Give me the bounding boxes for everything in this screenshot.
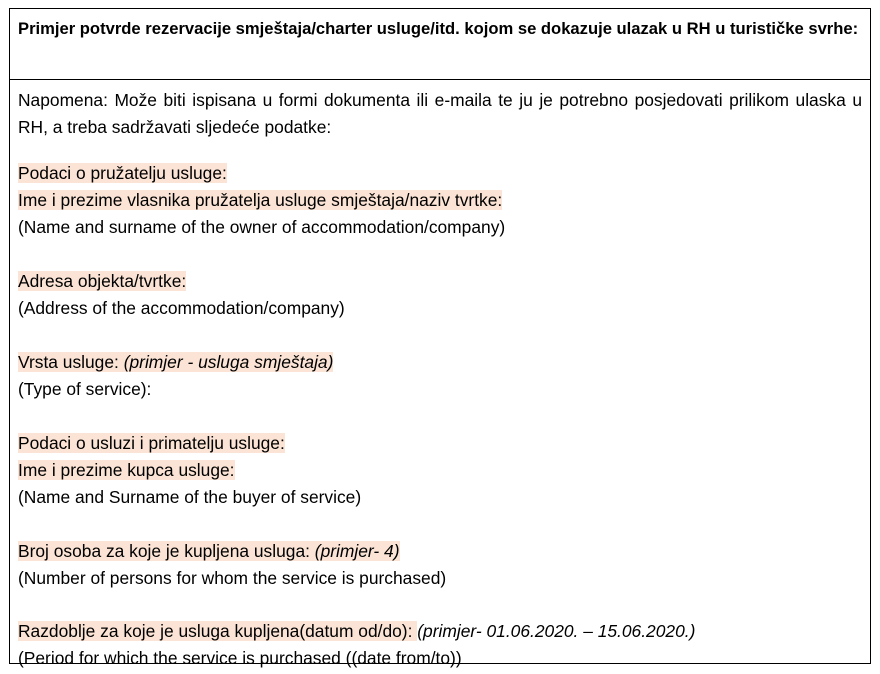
document-title: Primjer potvrde rezervacije smještaja/charter usluge/itd. kojom se dokazuje ulazak u RH u turističke svrhe:	[18, 19, 859, 38]
owner-label-line	[18, 189, 862, 211]
period-en: (Period for which the service is purchased ((date from/to))	[18, 648, 462, 668]
buyer-label: Ime i prezime kupca usluge:	[18, 460, 235, 480]
persons-en: (Number of persons for whom the service is purchased)	[18, 568, 447, 588]
period-en-line	[18, 647, 862, 669]
persons-label-text: Broj osoba za koje je kupljena usluga:	[18, 541, 315, 561]
buyer-label-line	[18, 459, 862, 481]
provider-heading-line	[18, 162, 862, 184]
owner-en-line	[18, 216, 862, 238]
table-body-cell	[10, 81, 870, 668]
period-label: Razdoblje za koje je usluga kupljena(datum od/do):	[18, 621, 418, 641]
persons-line	[18, 540, 862, 562]
persons-example: (primjer- 4)	[314, 541, 400, 561]
address-en-line	[18, 297, 862, 319]
recipient-heading-line	[18, 432, 862, 454]
persons-en-line	[18, 567, 862, 589]
service-type-en-line	[18, 378, 862, 400]
service-type-label-text: Vrsta usluge:	[18, 352, 124, 372]
recipient-heading: Podaci o usluzi i primatelju usluge:	[18, 433, 285, 453]
period-example: (primjer- 01.06.2020. – 15.06.2020.)	[417, 621, 696, 641]
service-type-line	[18, 351, 862, 373]
buyer-en: (Name and Surname of the buyer of service)	[18, 487, 362, 507]
address-en: (Address of the accommodation/company)	[18, 298, 345, 318]
period-line	[18, 620, 862, 642]
service-type-example: (primjer - usluga smještaja)	[123, 352, 334, 372]
provider-heading: Podaci o pružatelju usluge:	[18, 163, 227, 183]
address-label: Adresa objekta/tvrtke:	[18, 271, 187, 291]
owner-label: Ime i prezime vlasnika pružatelja usluge smještaja/naziv tvrtke:	[18, 190, 503, 210]
buyer-en-line	[18, 486, 862, 508]
address-label-line	[18, 270, 862, 292]
persons-label	[18, 541, 400, 561]
document-table	[9, 8, 871, 668]
note-paragraph: Napomena: Može biti ispisana u formi dokumenta ili e-maila te ju je potrebno posjedovati prilikom ulaska u RH, a treba sadržavati sljedeće podatke:	[18, 90, 862, 137]
table-header-cell	[10, 9, 870, 80]
owner-en: (Name and surname of the owner of accommodation/company)	[18, 217, 506, 237]
service-type-en: (Type of service):	[18, 379, 152, 399]
service-type-label	[18, 352, 333, 372]
